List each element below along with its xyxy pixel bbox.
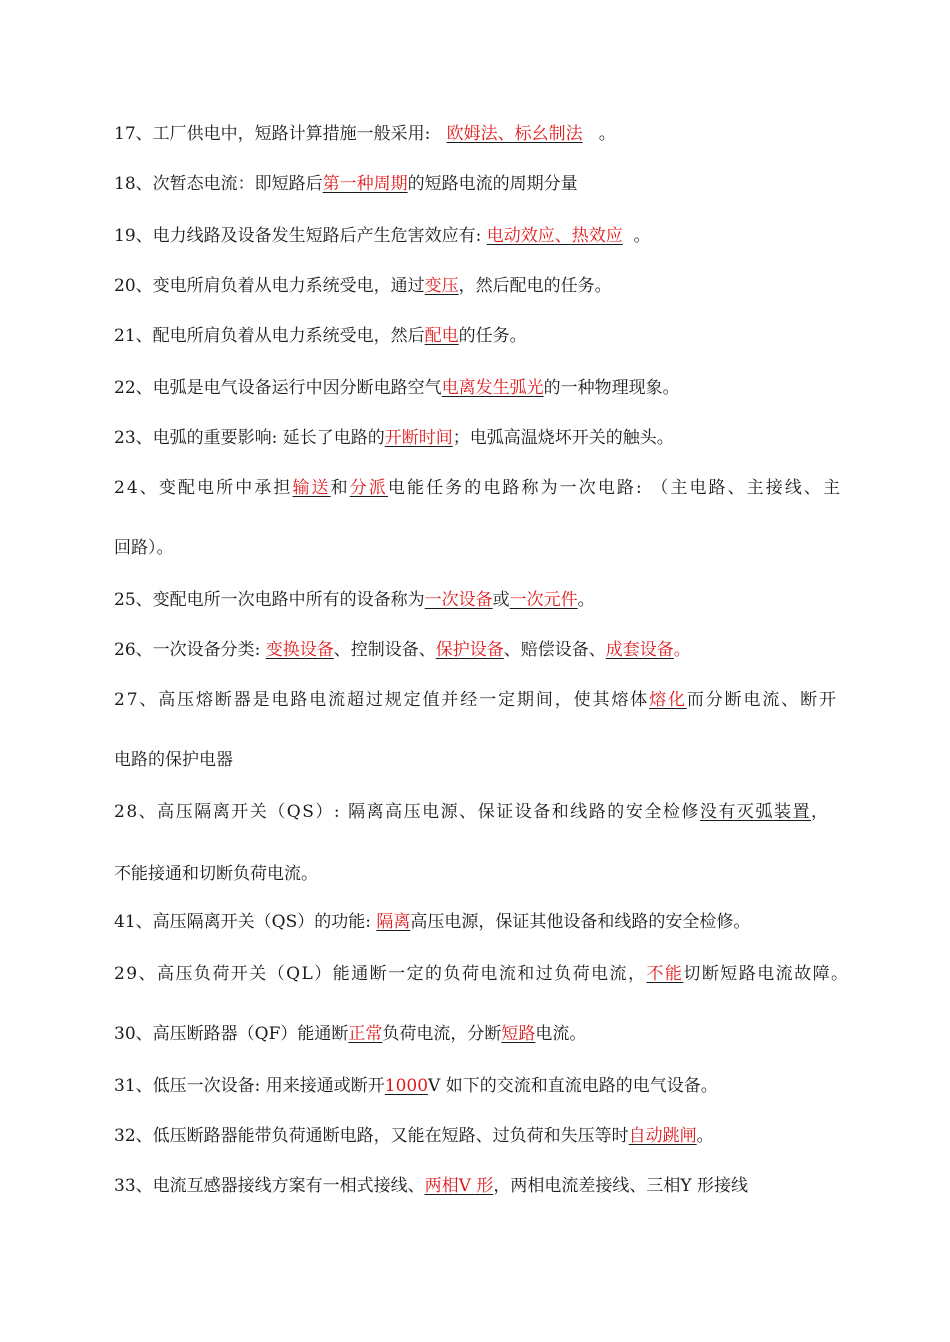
question-line-q26 [114,638,691,662]
line-text: 32、低压断路器能带负荷通断电路，又能在短路、过负荷和失压等时 [114,1126,629,1146]
line-text: 22、电弧是电气设备运行中因分断电路空气 [114,378,442,398]
line-text: 的短路电流的周期分量 [407,174,578,194]
question-line-q28b [114,862,318,886]
line-text: 17、工厂供电中，短路计算措施一般采用: [114,124,447,144]
answer-text: 欧姆法、标幺制法 [446,124,583,144]
question-line-q22 [114,376,680,400]
line-text: 25、变配电所一次电路中所有的设备称为 [114,590,425,610]
line-text: 20、变电所肩负着从电力系统受电，通过 [114,276,425,296]
question-line-q41 [114,910,750,934]
line-text: 。 [696,1126,714,1146]
answer-text: 隔离 [376,912,411,932]
line-text: 27、高压熔断器是电路电流超过规定值并经一定期间，使其熔体 [114,690,650,710]
line-text: 电流。 [535,1024,587,1044]
line-text: 。 [673,640,691,660]
line-text: 的一种物理现象。 [543,378,680,398]
line-text: ，然后配电的任务。 [458,276,612,296]
answer-text: 两相V 形 [424,1176,494,1196]
answer-text: 电动效应、热效应 [486,226,623,246]
question-line-q24a [114,476,842,500]
answer-text: 熔化 [649,690,687,710]
answer-text: 成套设备 [605,640,674,660]
line-text: 高压电源，保证其他设备和线路的安全检修。 [410,912,751,932]
answer-text: 第一种周期 [322,174,408,194]
line-text: 31、低压一次设备: 用来接通或断开 [114,1076,385,1096]
line-text: 21、配电所肩负着从电力系统受电，然后 [114,326,425,346]
line-text: 29、高压负荷开关（QL）能通断一定的负荷电流和过负荷电流， [114,964,647,984]
answer-text: 一次元件 [509,590,578,610]
answer-text: 分派 [349,478,388,498]
line-text: 回路）。 [114,538,174,558]
answer-text: 保护设备 [435,640,504,660]
answer-text: 变换设备 [265,640,334,660]
question-line-q19 [114,224,651,248]
line-text: 切断短路电流故障。 [683,964,850,984]
answer-text: 短路 [501,1024,536,1044]
line-text: 电路的保护电器 [114,750,233,770]
question-line-q28a [114,800,830,824]
line-text: 负荷电流，分断 [382,1024,502,1044]
line-text: 26、一次设备分类: [114,640,266,660]
line-text: 24、变配电所中承担 [114,478,293,498]
answer-text: 变压 [424,276,459,296]
question-line-q25 [114,588,595,612]
answer-text: 电离发生弧光 [441,378,544,398]
question-line-q32 [114,1124,714,1148]
question-line-q18 [114,172,578,196]
answer-text: 输送 [292,478,331,498]
line-text: ；电弧高温烧坏开关的触头。 [452,428,674,448]
line-text: 18、次暂态电流：即短路后 [114,174,323,194]
line-text: ， [811,802,830,822]
line-text: 。 [582,124,616,144]
answer-text: 1000 [384,1076,429,1096]
line-text: 和 [330,478,350,498]
line-text: 19、电力线路及设备发生短路后产生危害效应有: [114,226,487,246]
answer-text: 一次设备 [424,590,493,610]
line-text: 。 [577,590,595,610]
answer-text: 配电 [424,326,459,346]
question-line-q24b [114,536,174,560]
question-line-q27a [114,688,838,712]
line-text: ，两相电流差接线、三相Y 形接线 [493,1176,748,1196]
line-text: 30、高压断路器（QF）能通断 [114,1024,349,1044]
question-line-q17 [114,122,616,146]
line-text: 电能任务的电路称为一次电路: （主电路、主接线、主 [387,478,843,498]
question-line-q30 [114,1022,586,1046]
answer-text: 自动跳闸 [628,1126,697,1146]
line-text: V 如下的交流和直流电路的电气设备。 [428,1076,718,1096]
question-line-q20 [114,274,612,298]
line-text: 或 [492,590,510,610]
line-text: 而分断电流、断开 [686,690,838,710]
line-text: 的任务。 [458,326,527,346]
answer-text: 不能 [646,964,684,984]
line-text: 33、电流互感器接线方案有一相式接线、 [114,1176,425,1196]
line-text: 41、高压隔离开关（QS）的功能: [114,912,377,932]
line-text: 没有灭弧装置 [699,802,811,822]
question-line-q27b [114,748,233,772]
question-line-q33 [114,1174,748,1198]
answer-text: 正常 [348,1024,383,1044]
answer-text: 开断时间 [384,428,453,448]
line-text: 。 [622,226,651,246]
line-text: 28、高压隔离开关（QS）: 隔离高压电源、保证设备和线路的安全检修 [114,802,700,822]
question-line-q29 [114,962,849,986]
line-text: 、赔偿设备、 [503,640,606,660]
line-text: 、控制设备、 [333,640,436,660]
line-text: 23、电弧的重要影响: 延长了电路的 [114,428,385,448]
question-line-q21 [114,324,527,348]
question-line-q31 [114,1074,718,1098]
question-line-q23 [114,426,674,450]
line-text: 不能接通和切断负荷电流。 [114,864,318,884]
